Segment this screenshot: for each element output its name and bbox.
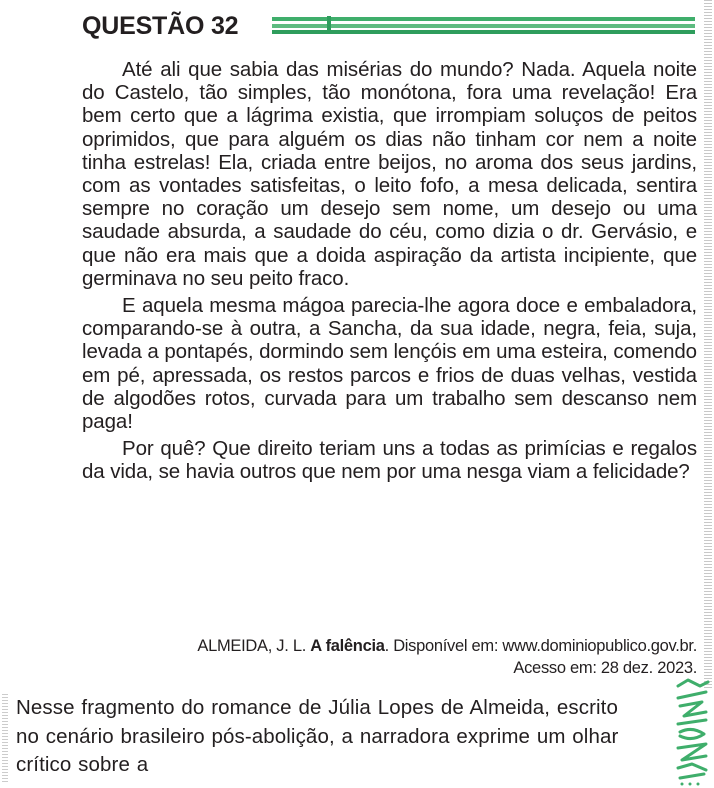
citation-author: ALMEIDA, J. L.	[197, 637, 311, 655]
passage-paragraph-1: Até ali que sabia das misérias do mundo? Nada. Aquela noite do Castelo, tão simples, tão monótona, fora uma revelação! Era bem certo que a lágrima existia, que irrompiam soluços de peitos oprimidos, que para alguém os dias não tinham cor nem a noite tinha estrelas! Ela, criada entre beijos, no aroma dos seus jardins, com as vontades satisfeitas, o leito fofo, a mesa delicada, sentira sempre no coração um desejo sem nome, um desejo ou uma saudade absurda, a saudade do céu, como dizia o dr. Gervásio, e que não era mais que a doida aspiração da artista incipiente, que germinava no seu peito fraco.	[82, 58, 697, 290]
citation-access-date: Acesso em: 28 dez. 2023.	[513, 659, 697, 677]
question-number: QUESTÃO 32	[82, 12, 239, 40]
citation-work-title: A falência	[310, 637, 385, 655]
passage-paragraph-2: E aquela mesma mágoa parecia-lhe agora doce e embaladora, comparando-se à outra, a Sancha, da sua idade, negra, feia, suja, levada a pontapés, dormindo sem lençóis em uma esteira, comendo em pé, apressada, os restos parcos e frios de duas velhas, vestida de algodões rotos, curvada para um trabalho sem descanso nem paga!	[82, 294, 697, 434]
header-decorative-bar	[272, 16, 695, 34]
citation-source: . Disponível em: www.dominiopublico.gov.br.	[384, 637, 697, 655]
passage-paragraph-3: Por quê? Que direito teriam uns a todas as primícias e regalos da vida, se havia outros que nem por uma nesga viam a felicidade?	[82, 437, 697, 484]
source-citation	[82, 635, 697, 679]
question-header	[82, 10, 697, 42]
passage-text	[82, 58, 697, 484]
margin-code-strip-left	[2, 694, 8, 784]
citation-line-1	[82, 635, 697, 657]
question-prompt: Nesse fragmento do romance de Júlia Lopes de Almeida, escrito no cenário brasileiro pós-abolição, a narradora exprime um olhar crítico sobre a	[16, 696, 619, 776]
green-wordmark-logo-icon	[672, 676, 712, 788]
margin-code-strip	[704, 0, 712, 690]
